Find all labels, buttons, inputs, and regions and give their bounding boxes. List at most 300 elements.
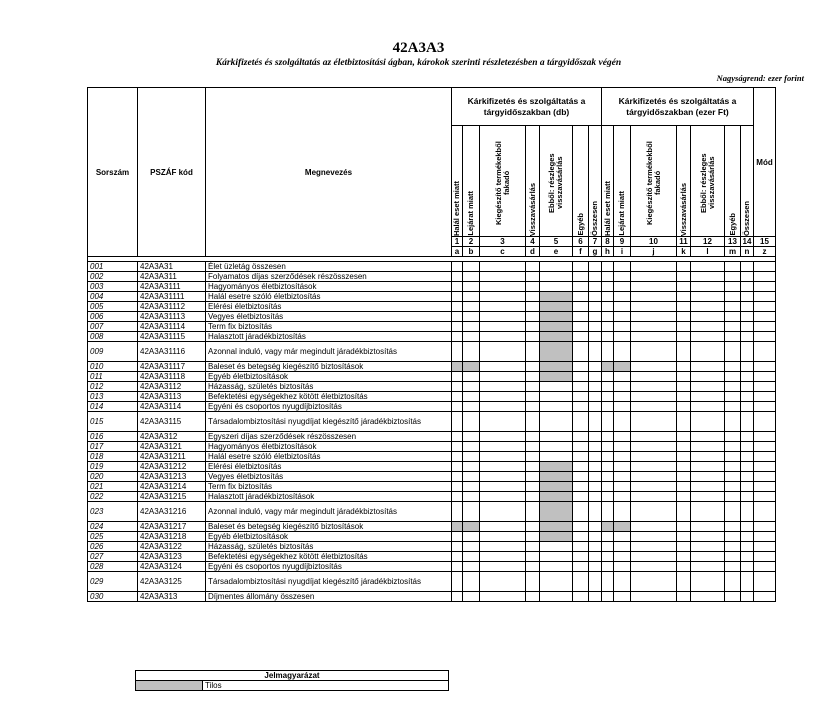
value-cell[interactable]: [725, 372, 741, 382]
value-cell[interactable]: [480, 562, 526, 572]
value-cell[interactable]: [754, 482, 776, 492]
value-cell[interactable]: [589, 542, 602, 552]
value-cell[interactable]: [691, 592, 725, 602]
value-cell[interactable]: [614, 272, 631, 282]
value-cell[interactable]: [631, 302, 677, 312]
value-cell[interactable]: [463, 412, 480, 432]
value-cell[interactable]: [480, 282, 526, 292]
value-cell[interactable]: [526, 592, 540, 602]
value-cell[interactable]: [631, 402, 677, 412]
value-cell[interactable]: [540, 382, 573, 392]
value-cell[interactable]: [691, 482, 725, 492]
value-cell[interactable]: [573, 322, 589, 332]
value-cell[interactable]: [526, 332, 540, 342]
value-cell[interactable]: [602, 552, 614, 562]
value-cell[interactable]: [463, 292, 480, 302]
value-cell[interactable]: [573, 592, 589, 602]
value-cell[interactable]: [463, 482, 480, 492]
value-cell[interactable]: [452, 572, 463, 592]
value-cell[interactable]: [691, 432, 725, 442]
value-cell[interactable]: [452, 442, 463, 452]
value-cell[interactable]: [463, 552, 480, 562]
value-cell[interactable]: [614, 372, 631, 382]
value-cell[interactable]: [754, 522, 776, 532]
value-cell[interactable]: [540, 562, 573, 572]
value-cell[interactable]: [631, 262, 677, 272]
value-cell[interactable]: [725, 262, 741, 272]
value-cell[interactable]: [754, 302, 776, 312]
value-cell[interactable]: [741, 532, 754, 542]
value-cell[interactable]: [725, 542, 741, 552]
value-cell[interactable]: [725, 302, 741, 312]
value-cell[interactable]: [677, 572, 691, 592]
value-cell[interactable]: [452, 472, 463, 482]
value-cell[interactable]: [614, 552, 631, 562]
value-cell[interactable]: [725, 452, 741, 462]
value-cell[interactable]: [677, 322, 691, 332]
value-cell[interactable]: [725, 402, 741, 412]
value-cell[interactable]: [725, 502, 741, 522]
value-cell[interactable]: [602, 322, 614, 332]
value-cell[interactable]: [754, 392, 776, 402]
value-cell[interactable]: [614, 482, 631, 492]
value-cell[interactable]: [463, 322, 480, 332]
value-cell[interactable]: [463, 382, 480, 392]
value-cell[interactable]: [754, 572, 776, 592]
value-cell[interactable]: [463, 462, 480, 472]
value-cell[interactable]: [480, 362, 526, 372]
value-cell[interactable]: [631, 502, 677, 522]
value-cell[interactable]: [691, 522, 725, 532]
value-cell[interactable]: [677, 562, 691, 572]
value-cell[interactable]: [526, 542, 540, 552]
value-cell[interactable]: [725, 272, 741, 282]
value-cell[interactable]: [540, 442, 573, 452]
value-cell[interactable]: [463, 272, 480, 282]
value-cell[interactable]: [741, 292, 754, 302]
value-cell[interactable]: [754, 402, 776, 412]
value-cell[interactable]: [725, 462, 741, 472]
value-cell[interactable]: [741, 432, 754, 442]
value-cell[interactable]: [754, 412, 776, 432]
value-cell[interactable]: [573, 492, 589, 502]
value-cell[interactable]: [725, 592, 741, 602]
value-cell[interactable]: [573, 462, 589, 472]
value-cell[interactable]: [631, 392, 677, 402]
value-cell[interactable]: [725, 332, 741, 342]
value-cell[interactable]: [631, 362, 677, 372]
value-cell[interactable]: [614, 442, 631, 452]
value-cell[interactable]: [614, 282, 631, 292]
value-cell[interactable]: [540, 552, 573, 562]
value-cell[interactable]: [573, 412, 589, 432]
value-cell[interactable]: [741, 592, 754, 602]
value-cell[interactable]: [741, 362, 754, 372]
value-cell[interactable]: [452, 262, 463, 272]
value-cell[interactable]: [677, 522, 691, 532]
value-cell[interactable]: [589, 432, 602, 442]
value-cell[interactable]: [741, 502, 754, 522]
value-cell[interactable]: [480, 392, 526, 402]
value-cell[interactable]: [741, 562, 754, 572]
value-cell[interactable]: [589, 362, 602, 372]
value-cell[interactable]: [691, 342, 725, 362]
value-cell[interactable]: [725, 472, 741, 482]
value-cell[interactable]: [602, 432, 614, 442]
value-cell[interactable]: [691, 262, 725, 272]
value-cell[interactable]: [463, 542, 480, 552]
value-cell[interactable]: [741, 412, 754, 432]
value-cell[interactable]: [452, 282, 463, 292]
value-cell[interactable]: [452, 392, 463, 402]
value-cell[interactable]: [677, 272, 691, 282]
value-cell[interactable]: [526, 382, 540, 392]
value-cell[interactable]: [573, 312, 589, 322]
value-cell[interactable]: [526, 502, 540, 522]
value-cell[interactable]: [631, 482, 677, 492]
value-cell[interactable]: [631, 472, 677, 482]
value-cell[interactable]: [725, 432, 741, 442]
value-cell[interactable]: [741, 402, 754, 412]
value-cell[interactable]: [741, 282, 754, 292]
value-cell[interactable]: [691, 312, 725, 322]
value-cell[interactable]: [540, 452, 573, 462]
value-cell[interactable]: [677, 532, 691, 542]
value-cell[interactable]: [452, 452, 463, 462]
value-cell[interactable]: [480, 452, 526, 462]
value-cell[interactable]: [589, 302, 602, 312]
value-cell[interactable]: [463, 472, 480, 482]
value-cell[interactable]: [526, 342, 540, 362]
value-cell[interactable]: [452, 272, 463, 282]
value-cell[interactable]: [741, 492, 754, 502]
value-cell[interactable]: [691, 392, 725, 402]
value-cell[interactable]: [602, 262, 614, 272]
value-cell[interactable]: [725, 292, 741, 302]
value-cell[interactable]: [452, 302, 463, 312]
value-cell[interactable]: [691, 532, 725, 542]
value-cell[interactable]: [754, 282, 776, 292]
value-cell[interactable]: [631, 342, 677, 362]
value-cell[interactable]: [741, 332, 754, 342]
value-cell[interactable]: [691, 332, 725, 342]
value-cell[interactable]: [452, 592, 463, 602]
value-cell[interactable]: [463, 492, 480, 502]
value-cell[interactable]: [526, 442, 540, 452]
value-cell[interactable]: [540, 392, 573, 402]
value-cell[interactable]: [725, 492, 741, 502]
value-cell[interactable]: [480, 432, 526, 442]
value-cell[interactable]: [631, 272, 677, 282]
value-cell[interactable]: [725, 382, 741, 392]
value-cell[interactable]: [754, 322, 776, 332]
value-cell[interactable]: [602, 332, 614, 342]
value-cell[interactable]: [677, 402, 691, 412]
value-cell[interactable]: [589, 282, 602, 292]
value-cell[interactable]: [614, 542, 631, 552]
value-cell[interactable]: [631, 532, 677, 542]
value-cell[interactable]: [631, 282, 677, 292]
value-cell[interactable]: [677, 362, 691, 372]
value-cell[interactable]: [677, 372, 691, 382]
value-cell[interactable]: [631, 292, 677, 302]
value-cell[interactable]: [480, 332, 526, 342]
value-cell[interactable]: [540, 262, 573, 272]
value-cell[interactable]: [526, 272, 540, 282]
value-cell[interactable]: [589, 322, 602, 332]
value-cell[interactable]: [691, 562, 725, 572]
value-cell[interactable]: [480, 372, 526, 382]
value-cell[interactable]: [725, 572, 741, 592]
value-cell[interactable]: [631, 322, 677, 332]
value-cell[interactable]: [725, 362, 741, 372]
value-cell[interactable]: [589, 482, 602, 492]
value-cell[interactable]: [725, 342, 741, 362]
value-cell[interactable]: [480, 542, 526, 552]
value-cell[interactable]: [614, 342, 631, 362]
value-cell[interactable]: [614, 472, 631, 482]
value-cell[interactable]: [452, 332, 463, 342]
value-cell[interactable]: [452, 372, 463, 382]
value-cell[interactable]: [614, 492, 631, 502]
value-cell[interactable]: [480, 572, 526, 592]
value-cell[interactable]: [540, 412, 573, 432]
value-cell[interactable]: [526, 262, 540, 272]
value-cell[interactable]: [602, 462, 614, 472]
value-cell[interactable]: [452, 462, 463, 472]
value-cell[interactable]: [754, 432, 776, 442]
value-cell[interactable]: [452, 322, 463, 332]
value-cell[interactable]: [526, 372, 540, 382]
value-cell[interactable]: [631, 562, 677, 572]
value-cell[interactable]: [725, 282, 741, 292]
value-cell[interactable]: [691, 442, 725, 452]
value-cell[interactable]: [602, 472, 614, 482]
value-cell[interactable]: [480, 322, 526, 332]
value-cell[interactable]: [573, 402, 589, 412]
value-cell[interactable]: [573, 532, 589, 542]
value-cell[interactable]: [754, 452, 776, 462]
value-cell[interactable]: [741, 442, 754, 452]
value-cell[interactable]: [631, 572, 677, 592]
value-cell[interactable]: [452, 532, 463, 542]
value-cell[interactable]: [573, 452, 589, 462]
value-cell[interactable]: [573, 542, 589, 552]
value-cell[interactable]: [754, 362, 776, 372]
value-cell[interactable]: [589, 392, 602, 402]
value-cell[interactable]: [540, 402, 573, 412]
value-cell[interactable]: [602, 402, 614, 412]
value-cell[interactable]: [741, 312, 754, 322]
value-cell[interactable]: [754, 502, 776, 522]
value-cell[interactable]: [602, 282, 614, 292]
value-cell[interactable]: [677, 392, 691, 402]
value-cell[interactable]: [589, 552, 602, 562]
value-cell[interactable]: [691, 282, 725, 292]
value-cell[interactable]: [463, 502, 480, 522]
value-cell[interactable]: [452, 412, 463, 432]
value-cell[interactable]: [691, 382, 725, 392]
value-cell[interactable]: [741, 462, 754, 472]
value-cell[interactable]: [677, 292, 691, 302]
value-cell[interactable]: [602, 302, 614, 312]
value-cell[interactable]: [463, 432, 480, 442]
value-cell[interactable]: [573, 502, 589, 522]
value-cell[interactable]: [631, 312, 677, 322]
value-cell[interactable]: [526, 532, 540, 542]
value-cell[interactable]: [677, 382, 691, 392]
value-cell[interactable]: [540, 282, 573, 292]
value-cell[interactable]: [631, 542, 677, 552]
value-cell[interactable]: [614, 562, 631, 572]
value-cell[interactable]: [540, 272, 573, 282]
value-cell[interactable]: [463, 392, 480, 402]
value-cell[interactable]: [480, 412, 526, 432]
value-cell[interactable]: [677, 502, 691, 522]
value-cell[interactable]: [754, 542, 776, 552]
value-cell[interactable]: [480, 502, 526, 522]
value-cell[interactable]: [754, 262, 776, 272]
value-cell[interactable]: [463, 262, 480, 272]
value-cell[interactable]: [691, 542, 725, 552]
value-cell[interactable]: [589, 572, 602, 592]
value-cell[interactable]: [589, 462, 602, 472]
value-cell[interactable]: [725, 522, 741, 532]
value-cell[interactable]: [589, 332, 602, 342]
value-cell[interactable]: [614, 462, 631, 472]
value-cell[interactable]: [631, 552, 677, 562]
value-cell[interactable]: [691, 452, 725, 462]
value-cell[interactable]: [602, 412, 614, 432]
value-cell[interactable]: [677, 312, 691, 322]
value-cell[interactable]: [691, 572, 725, 592]
value-cell[interactable]: [725, 322, 741, 332]
value-cell[interactable]: [480, 462, 526, 472]
value-cell[interactable]: [741, 372, 754, 382]
value-cell[interactable]: [573, 292, 589, 302]
value-cell[interactable]: [691, 292, 725, 302]
value-cell[interactable]: [573, 572, 589, 592]
value-cell[interactable]: [573, 442, 589, 452]
value-cell[interactable]: [741, 542, 754, 552]
value-cell[interactable]: [589, 522, 602, 532]
value-cell[interactable]: [725, 562, 741, 572]
value-cell[interactable]: [526, 452, 540, 462]
value-cell[interactable]: [691, 502, 725, 522]
value-cell[interactable]: [741, 522, 754, 532]
value-cell[interactable]: [573, 262, 589, 272]
value-cell[interactable]: [602, 482, 614, 492]
value-cell[interactable]: [589, 412, 602, 432]
value-cell[interactable]: [725, 442, 741, 452]
value-cell[interactable]: [526, 392, 540, 402]
value-cell[interactable]: [614, 452, 631, 462]
value-cell[interactable]: [602, 382, 614, 392]
value-cell[interactable]: [631, 592, 677, 602]
value-cell[interactable]: [526, 482, 540, 492]
value-cell[interactable]: [677, 282, 691, 292]
value-cell[interactable]: [741, 262, 754, 272]
value-cell[interactable]: [677, 412, 691, 432]
value-cell[interactable]: [480, 472, 526, 482]
value-cell[interactable]: [526, 562, 540, 572]
value-cell[interactable]: [754, 472, 776, 482]
value-cell[interactable]: [526, 402, 540, 412]
value-cell[interactable]: [741, 452, 754, 462]
value-cell[interactable]: [589, 272, 602, 282]
value-cell[interactable]: [677, 432, 691, 442]
value-cell[interactable]: [754, 312, 776, 322]
value-cell[interactable]: [480, 312, 526, 322]
value-cell[interactable]: [452, 492, 463, 502]
value-cell[interactable]: [480, 492, 526, 502]
value-cell[interactable]: [480, 532, 526, 542]
value-cell[interactable]: [754, 442, 776, 452]
value-cell[interactable]: [691, 272, 725, 282]
value-cell[interactable]: [614, 322, 631, 332]
value-cell[interactable]: [463, 372, 480, 382]
value-cell[interactable]: [631, 462, 677, 472]
value-cell[interactable]: [677, 472, 691, 482]
value-cell[interactable]: [452, 502, 463, 522]
value-cell[interactable]: [526, 322, 540, 332]
value-cell[interactable]: [480, 482, 526, 492]
value-cell[interactable]: [602, 372, 614, 382]
value-cell[interactable]: [589, 562, 602, 572]
value-cell[interactable]: [480, 402, 526, 412]
value-cell[interactable]: [614, 572, 631, 592]
value-cell[interactable]: [725, 552, 741, 562]
value-cell[interactable]: [754, 272, 776, 282]
value-cell[interactable]: [614, 592, 631, 602]
value-cell[interactable]: [602, 572, 614, 592]
value-cell[interactable]: [526, 292, 540, 302]
value-cell[interactable]: [573, 342, 589, 362]
value-cell[interactable]: [573, 362, 589, 372]
value-cell[interactable]: [614, 312, 631, 322]
value-cell[interactable]: [741, 472, 754, 482]
value-cell[interactable]: [602, 532, 614, 542]
value-cell[interactable]: [589, 452, 602, 462]
value-cell[interactable]: [631, 372, 677, 382]
value-cell[interactable]: [463, 572, 480, 592]
value-cell[interactable]: [691, 302, 725, 312]
value-cell[interactable]: [677, 442, 691, 452]
value-cell[interactable]: [589, 472, 602, 482]
value-cell[interactable]: [754, 592, 776, 602]
value-cell[interactable]: [452, 312, 463, 322]
value-cell[interactable]: [725, 312, 741, 322]
value-cell[interactable]: [741, 392, 754, 402]
value-cell[interactable]: [677, 542, 691, 552]
value-cell[interactable]: [589, 442, 602, 452]
value-cell[interactable]: [741, 572, 754, 592]
value-cell[interactable]: [463, 532, 480, 542]
value-cell[interactable]: [589, 402, 602, 412]
value-cell[interactable]: [480, 302, 526, 312]
value-cell[interactable]: [691, 372, 725, 382]
value-cell[interactable]: [463, 312, 480, 322]
value-cell[interactable]: [614, 532, 631, 542]
value-cell[interactable]: [602, 442, 614, 452]
value-cell[interactable]: [677, 452, 691, 462]
value-cell[interactable]: [526, 552, 540, 562]
value-cell[interactable]: [480, 442, 526, 452]
value-cell[interactable]: [573, 482, 589, 492]
value-cell[interactable]: [631, 452, 677, 462]
value-cell[interactable]: [589, 292, 602, 302]
value-cell[interactable]: [677, 462, 691, 472]
